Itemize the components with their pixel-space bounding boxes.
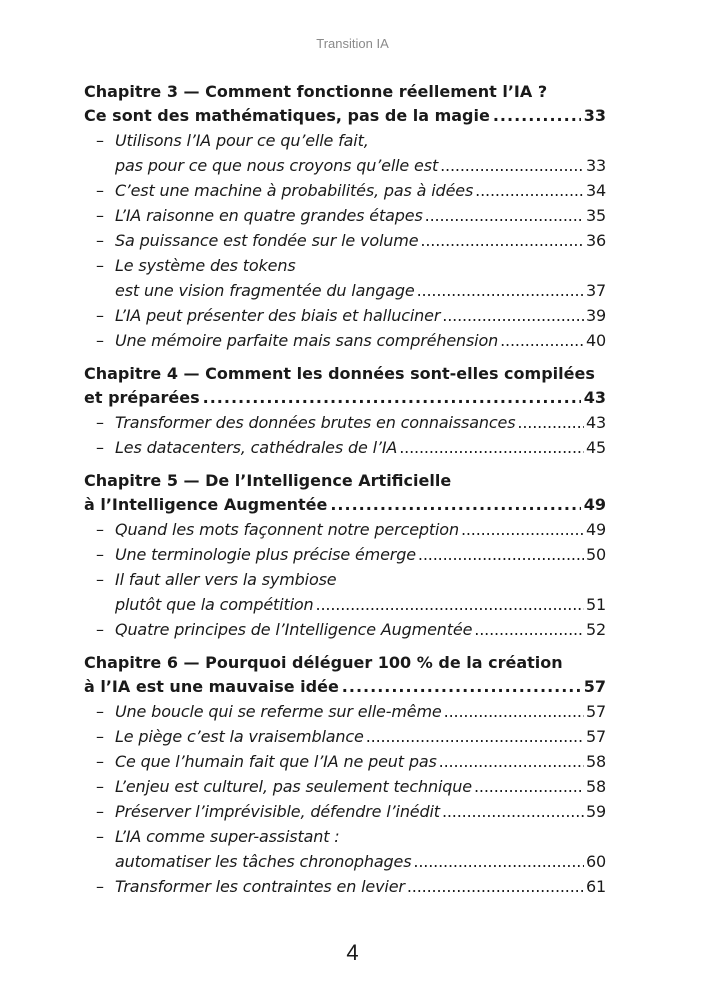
entry-title-line2 [115, 517, 606, 542]
entry-title-line2 [115, 874, 606, 899]
chapter-title-line2 [84, 386, 606, 410]
entry-title-line1: Il faut aller vers la symbiose [115, 570, 337, 589]
chapter-title-line1: Chapitre 3 — Comment fonctionne réellement l’IA ? [84, 82, 548, 101]
entry-page-number: 34 [585, 181, 606, 200]
entry-title: Les datacenters, cathédrales de l’IA [115, 438, 398, 457]
running-head: Transition IA [316, 36, 389, 51]
toc-entry [84, 203, 606, 228]
toc-entry [84, 699, 606, 724]
entry-dash: – [96, 131, 104, 150]
entry-dash: – [96, 181, 104, 200]
entry-dash: – [96, 413, 104, 432]
toc-entry [84, 724, 606, 749]
entry-title: Transformer les contraintes en levier [115, 877, 405, 896]
dot-leader [342, 675, 581, 699]
entry-dash: – [96, 331, 104, 350]
dot-leader [474, 774, 584, 799]
entry-title: automatiser les tâches chronophages [115, 852, 412, 871]
entry-dash: – [96, 545, 104, 564]
entry-dash: – [96, 520, 104, 539]
entry-page-number: 35 [585, 206, 606, 225]
entry-dash: – [96, 702, 104, 721]
toc-entry [84, 824, 606, 874]
toc-entry [84, 253, 606, 303]
toc-entry [84, 228, 606, 253]
dot-leader [442, 303, 584, 328]
entry-page-number: 57 [585, 727, 606, 746]
toc-entry [84, 749, 606, 774]
entry-title-line2 [115, 410, 606, 435]
entry-title-line2 [115, 178, 606, 203]
toc-entry [84, 874, 606, 899]
dot-leader [418, 542, 584, 567]
dot-leader [425, 203, 584, 228]
chapter-page-number: 49 [583, 495, 606, 514]
toc-entry [84, 303, 606, 328]
chapter-subtitle: et préparées [84, 388, 200, 407]
entry-title: Une mémoire parfaite mais sans compréhension [115, 331, 499, 350]
entry-dash: – [96, 438, 104, 457]
chapter-subtitle: Ce sont des mathématiques, pas de la magie [84, 106, 490, 125]
toc-chapter [84, 469, 606, 642]
dot-leader [316, 592, 584, 617]
entry-page-number: 50 [585, 545, 606, 564]
chapter-title-line2 [84, 675, 606, 699]
chapter-title-line2 [84, 104, 606, 128]
toc-entry [84, 178, 606, 203]
dot-leader [500, 328, 584, 353]
entry-title-line2 [115, 699, 606, 724]
entry-title-line2 [115, 435, 606, 460]
entry-page-number: 39 [585, 306, 606, 325]
entry-title-line2 [115, 203, 606, 228]
toc-entry [84, 617, 606, 642]
toc-entry [84, 410, 606, 435]
entry-title: pas pour ce que nous croyons qu’elle est [115, 156, 439, 175]
entry-title: Ce que l’humain fait que l’IA ne peut pas [115, 752, 437, 771]
toc-entry [84, 774, 606, 799]
entry-page-number: 45 [585, 438, 606, 457]
toc-entry [84, 567, 606, 617]
entry-page-number: 36 [585, 231, 606, 250]
dot-leader [407, 874, 584, 899]
chapter-page-number: 33 [583, 106, 606, 125]
entry-title: L’IA raisonne en quatre grandes étapes [115, 206, 423, 225]
entry-page-number: 57 [585, 702, 606, 721]
dot-leader [493, 104, 581, 128]
dot-leader [420, 228, 584, 253]
entry-dash: – [96, 877, 104, 896]
entry-title-line1: Utilisons l’IA pour ce qu’elle fait, [115, 131, 369, 150]
entry-title: plutôt que la compétition [115, 595, 314, 614]
entry-title-line2 [115, 153, 606, 178]
entry-dash: – [96, 306, 104, 325]
chapter-page-number: 57 [583, 677, 606, 696]
entry-dash: – [96, 752, 104, 771]
entry-title-line2 [115, 799, 606, 824]
entry-dash: – [96, 802, 104, 821]
entry-page-number: 52 [585, 620, 606, 639]
toc-entry [84, 328, 606, 353]
toc-entry [84, 128, 606, 178]
entry-page-number: 60 [585, 852, 606, 871]
toc-entry [84, 517, 606, 542]
dot-leader [444, 699, 584, 724]
entry-title: Une boucle qui se referme sur elle-même [115, 702, 442, 721]
dot-leader [442, 799, 584, 824]
entry-title-line2 [115, 774, 606, 799]
entry-title-line2 [115, 749, 606, 774]
dot-leader [440, 153, 584, 178]
entry-title-line1: L’IA comme super-assistant : [115, 827, 340, 846]
dot-leader [474, 617, 584, 642]
page-number: 4 [346, 940, 359, 965]
entry-title-line2 [115, 542, 606, 567]
dot-leader [330, 493, 580, 517]
chapter-title-line1: Chapitre 4 — Comment les données sont-elles compilées [84, 364, 595, 383]
dot-leader [475, 178, 584, 203]
entry-page-number: 58 [585, 777, 606, 796]
chapter-subtitle: à l’Intelligence Augmentée [84, 495, 328, 514]
toc-chapter [84, 80, 606, 353]
entry-page-number: 61 [585, 877, 606, 896]
entry-page-number: 43 [585, 413, 606, 432]
chapter-title-line2 [84, 493, 606, 517]
dot-leader [366, 724, 584, 749]
entry-title-line2 [115, 592, 606, 617]
entry-title-line2 [115, 724, 606, 749]
chapter-subtitle: à l’IA est une mauvaise idée [84, 677, 339, 696]
entry-page-number: 58 [585, 752, 606, 771]
entry-dash: – [96, 256, 104, 275]
entry-title-line2 [115, 303, 606, 328]
chapter-title-line1: Chapitre 6 — Pourquoi déléguer 100 % de la création [84, 653, 563, 672]
toc-entry [84, 542, 606, 567]
entry-title: L’enjeu est culturel, pas seulement technique [115, 777, 472, 796]
entry-dash: – [96, 570, 104, 589]
dot-leader [517, 410, 584, 435]
entry-page-number: 59 [585, 802, 606, 821]
toc-entry [84, 435, 606, 460]
entry-title-line2 [115, 617, 606, 642]
entry-title: Préserver l’imprévisible, défendre l’inédit [115, 802, 440, 821]
entry-title: Le piège c’est la vraisemblance [115, 727, 364, 746]
entry-page-number: 37 [585, 281, 606, 300]
entry-dash: – [96, 727, 104, 746]
table-of-contents [84, 80, 606, 908]
toc-chapter [84, 362, 606, 460]
entry-title: Sa puissance est fondée sur le volume [115, 231, 419, 250]
entry-title: C’est une machine à probabilités, pas à idées [115, 181, 474, 200]
entry-title: Transformer des données brutes en connaissances [115, 413, 516, 432]
entry-title-line2 [115, 228, 606, 253]
entry-title-line2 [115, 328, 606, 353]
chapter-title-line1: Chapitre 5 — De l’Intelligence Artificielle [84, 471, 452, 490]
entry-page-number: 40 [585, 331, 606, 350]
dot-leader [399, 435, 584, 460]
entry-title: L’IA peut présenter des biais et halluciner [115, 306, 441, 325]
entry-title-line2 [115, 278, 606, 303]
chapter-page-number: 43 [583, 388, 606, 407]
toc-entry [84, 799, 606, 824]
dot-leader [461, 517, 584, 542]
dot-leader [203, 386, 581, 410]
entry-title: Une terminologie plus précise émerge [115, 545, 416, 564]
dot-leader [413, 849, 584, 874]
entry-title: Quatre principes de l’Intelligence Augmentée [115, 620, 473, 639]
entry-dash: – [96, 777, 104, 796]
entry-title-line2 [115, 849, 606, 874]
entry-dash: – [96, 620, 104, 639]
entry-title: est une vision fragmentée du langage [115, 281, 415, 300]
entry-title: Quand les mots façonnent notre perception [115, 520, 459, 539]
dot-leader [417, 278, 584, 303]
entry-page-number: 33 [585, 156, 606, 175]
entry-dash: – [96, 206, 104, 225]
entry-page-number: 51 [585, 595, 606, 614]
toc-chapter [84, 651, 606, 899]
entry-title-line1: Le système des tokens [115, 256, 296, 275]
dot-leader [439, 749, 584, 774]
entry-dash: – [96, 827, 104, 846]
entry-dash: – [96, 231, 104, 250]
entry-page-number: 49 [585, 520, 606, 539]
